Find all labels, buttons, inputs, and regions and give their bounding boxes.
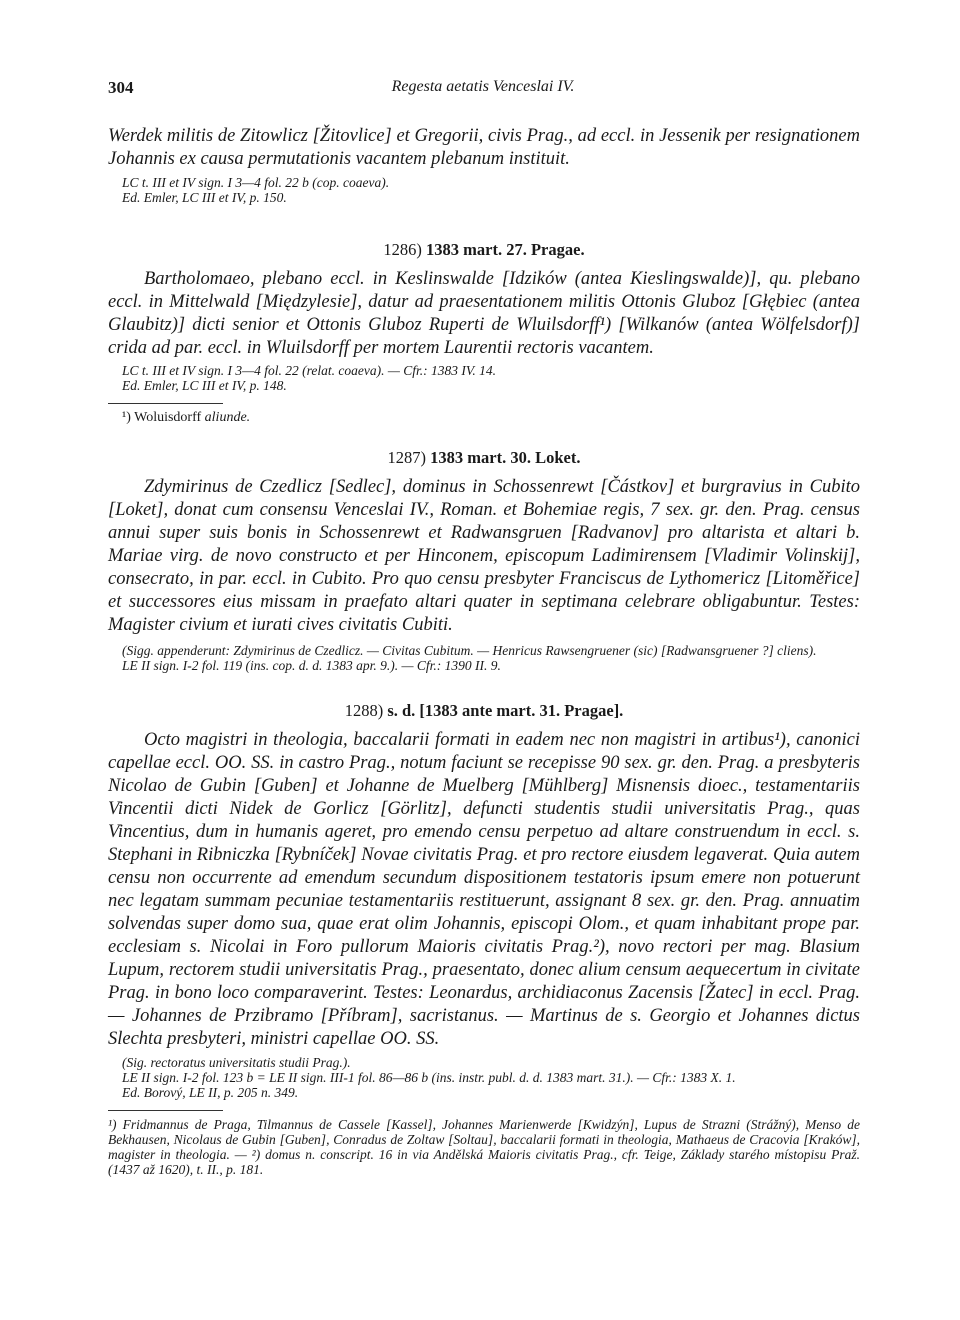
- entry-1286-number: 1286): [383, 240, 422, 259]
- page-number: 304: [108, 78, 134, 97]
- entry-1286-text: Bartholomaeo, plebano eccl. in Keslinswalde [Idzików (antea Kieslingswalde)], qu. plebano eccl. in Mittelwald [Międzylesie], datur ad praesentationem militis Ottonis Gluboz [Głębiec (antea Glaubitz)] dicti senior et Ottonis Gluboz Ruperti de Wluilsdorff¹) [Wilkanów (antea Wölfelsdorf)] crida ad par. eccl. in Wluilsdorff per mortem Laurentii rectoris vacantem.: [108, 269, 860, 358]
- entry-1286-footnote: [122, 410, 860, 426]
- entry-1287-heading: [108, 448, 860, 468]
- running-title: Regesta aetatis Venceslai IV.: [391, 78, 575, 95]
- page-content: [108, 125, 860, 1177]
- entry-1288-date: s. d. [1383 ante mart. 31. Pragae].: [387, 701, 624, 720]
- entry-1287-number: 1287): [387, 448, 427, 467]
- entry-1286-date: 1383 mart. 27. Pragae.: [426, 240, 585, 259]
- entry-prev-text: Werdek militis de Zitowlicz [Žitovlice] et Gregorii, civis Prag., ad eccl. in Jessenik per resignationem Johannis ex causa permutationis vacantem plebanum instituit.: [108, 126, 860, 169]
- footnote-1286-marker: ¹) Woluisdorff: [122, 410, 202, 425]
- footnote-rule: [108, 403, 223, 404]
- entry-1286-source-2: Ed. Emler, LC III et IV, p. 148.: [122, 378, 287, 393]
- entry-1287-date: 1383 mart. 30. Loket.: [430, 448, 581, 467]
- page-header: [108, 78, 858, 102]
- entry-1287-source-1: (Sigg. appenderunt: Zdymirinus de Czedlicz. — Civitas Cubitum. — Henricus Rawsengruener (sic) [Radwansgruener ?] cliens).: [122, 643, 817, 658]
- entry-prev-source-1: LC t. III et IV sign. I 3—4 fol. 22 b (cop. coaeva).: [122, 175, 390, 190]
- entry-1288-footnote: ¹) Fridmannus de Praga, Tilmannus de Cassele [Kassel], Johannes Marienwerde [Kwidzýn], Lupus de Strazni (Strážný), Menso de Bekhausen, Nicolaus de Gubin [Guben], Conradus de Zoltaw [Soltau], baccalarii formati in theologia, Mathaeus de Cracovia [Kraków], magister in theologia. — ²) domus n. conscript. 16 in via Andělská Maioris civitatis Prag., cfr. Teige, Základy starého místopisu Praž. (1437 až 1620), t. II., p. 181.: [108, 1117, 860, 1177]
- entry-1287-text: Zdymirinus de Czedlicz [Sedlec], dominus in Schossenrewt [Částkov] et burgravius in Cubito [Loket], donat cum consensu Venceslai IV., Roman. et Bohemiae regis, 7 sex. gr. den. Prag. census annui super suis bonis in Schossenrewt et Radwansgruen [Radvanov] pro altarista et altari b. Mariae virg. de novo constructo et per Hinconem, episcopum Ladimirensem [Vladimir Volinskij], consecrato, in par. eccl. in Cubito. Pro quo censu presbyter Franciscus de Lythomericz [Litoměřice] et successores eius missam in praefato altari quater in septimana celebrare obligabuntur. Testes: Magister civium et iurati cives civitatis Cubiti.: [108, 477, 860, 635]
- entry-1286-heading: [108, 240, 860, 260]
- entry-1287-source-2: LE II sign. I-2 fol. 119 (ins. cop. d. d. 1383 apr. 9.). — Cfr.: 1390 II. 9.: [122, 658, 501, 673]
- entry-1288-heading: [108, 701, 860, 721]
- footnote-rule-2: [108, 1110, 223, 1111]
- entry-1286-source-1: LC t. III et IV sign. I 3—4 fol. 22 (relat. coaeva). — Cfr.: 1383 IV. 14.: [122, 363, 496, 378]
- entry-1288-source-3: Ed. Borový, LE II, p. 205 n. 349.: [122, 1085, 299, 1100]
- entry-1288-text: Octo magistri in theologia, baccalarii formati in eadem nec non magistri in artibus¹), canonici capellae eccl. OO. SS. in castro Prag., notum faciunt se recepisse 90 sex. gr. den. Prag. a presbyteris Nicolao de Gubin [Guben] et Johanne de Muelberg [Mühlberg] Misnensis dioec., testamentariis Vincentii dicti Nidek de Gorlicz [Görlitz], defuncti studentis studii universitatis Prag., quas Vincentius, dum in humanis ageret, pro emendo censu perpetuo ad altare construendum in eccl. s. Stephani in Ribniczka [Rybníček] Novae civitatis Prag. et pro rectore eiusdem legaverat. Quia autem censu non occurrente ad emendum secundum dispositionem testatoris ipsum emere non potuerunt nec legatam summam pecuniae testamentariis restituerunt, assignant 8 sex. gr. den. Prag. annuatim solvendas super domo sua, quae erat olim Johannis, episcopi Olom., et quam inhabitant prope par. ecclesiam s. Nicolai in Foro pullorum Maioris civitatis Prag.²), novo rectori per mag. Blasium Lupum, rectorem studii universitatis Prag., praesentato, donec alium censum aequecertum in civitate Prag. in bono loco comparaverint. Testes: Leonardus, archidiaconus Zacensis [Žatec] in eccl. Prag. — Johannes de Przibramo [Příbram], sacristanus. — Martinus de s. Georgio et Johannes dictus Slechta presbyteri, ministri capellae OO. SS.: [108, 730, 860, 1049]
- entry-prev-source-2: Ed. Emler, LC III et IV, p. 150.: [122, 190, 287, 205]
- entry-1288-source-1: (Sig. rectoratus universitatis studii Prag.).: [122, 1055, 351, 1070]
- entry-1288-number: 1288): [344, 701, 384, 720]
- entry-1288-source-2: LE II sign. I-2 fol. 123 b = LE II sign. III-1 fol. 86—86 b (ins. instr. publ. d. d. 1383 mart. 31.). — Cfr.: 1383 X. 1.: [122, 1070, 736, 1085]
- footnote-1286-note: aliunde.: [204, 410, 251, 425]
